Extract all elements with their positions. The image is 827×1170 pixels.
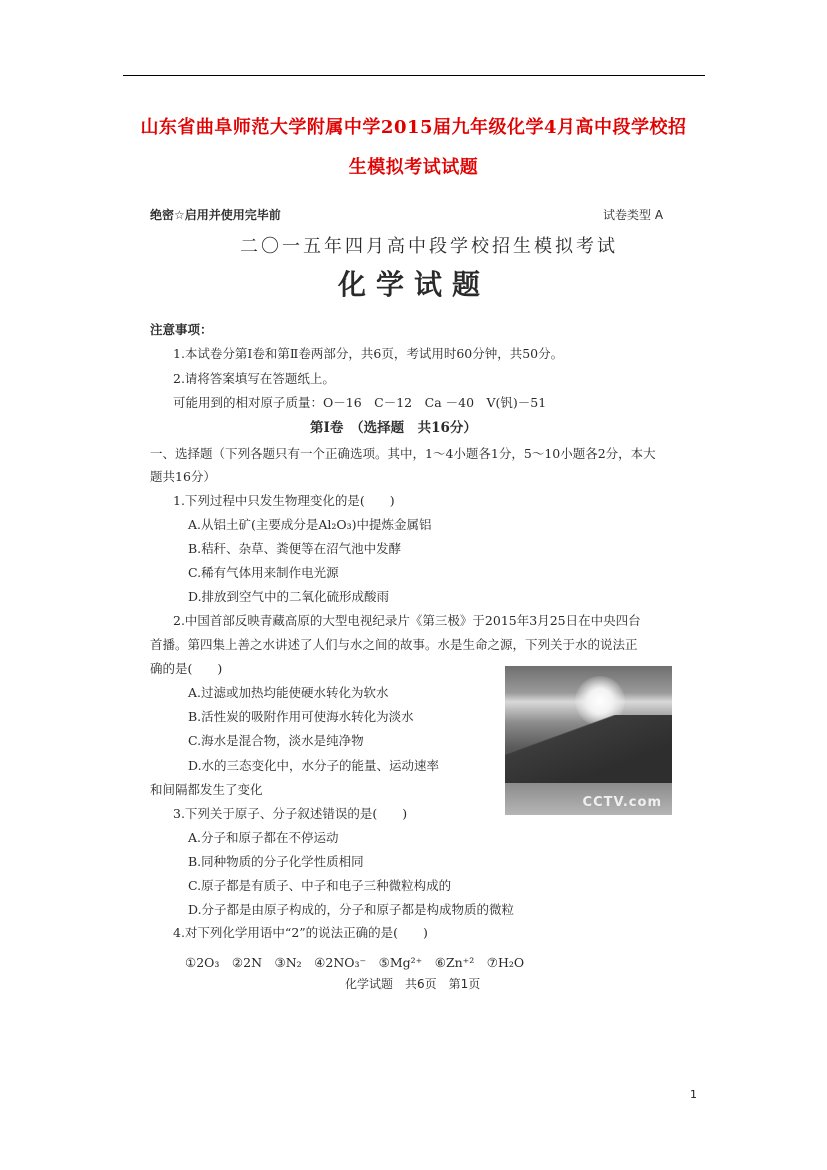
question-1-option-b: B.秸秆、杂草、粪便等在沼气池中发酵: [188, 541, 402, 556]
note-2: 2.请将答案填写在答题纸上。: [173, 371, 335, 386]
note-1: 1.本试卷分第Ⅰ卷和第Ⅱ卷两部分，共6页，考试用时60分钟，共50分。: [173, 346, 564, 361]
question-2-option-a: A.过滤或加热均能使硬水转化为软水: [188, 685, 389, 700]
question-2-option-d: D.水的三态变化中，水分子的能量、运动速率: [188, 758, 440, 773]
mountain-silhouette: [505, 715, 672, 785]
question-3-option-c: C.原子都是有质子、中子和电子三种微粒构成的: [188, 878, 452, 893]
question-2-cont: 首播。第四集上善之水讲述了人们与水之间的故事。水是生命之源，下列关于水的说法正: [150, 637, 638, 652]
exam-subtitle: 二〇一五年四月高中段学校招生模拟考试: [240, 236, 618, 257]
part1-heading-cont: 题共16分）: [150, 469, 216, 484]
question-3-option-b: B.同种物质的分子化学性质相同: [188, 854, 364, 869]
question-4-items: ①2O₃ ②2N ③N₂ ④2NO₃⁻ ⑤Mg²⁺ ⑥Zn⁺² ⑦H₂O: [185, 955, 525, 970]
question-2-option-b: B.活性炭的吸附作用可使海水转化为淡水: [188, 709, 414, 724]
question-4: 4.对下列化学用语中“2”的说法正确的是( ): [173, 925, 428, 940]
section-1-title: 第Ⅰ卷 （选择题 共16分）: [310, 420, 477, 436]
question-3-option-a: A.分子和原子都在不停运动: [188, 830, 339, 845]
question-3: 3.下列关于原子、分子叙述错误的是( ): [173, 806, 408, 821]
question-2-option-d-cont: 和间隔都发生了变化: [150, 782, 263, 797]
atomic-masses: 可能用到的相对原子质量：O－16 C－12 Ca －40 V(钒)－51: [173, 395, 547, 410]
question-1: 1.下列过程中只发生物理变化的是( ): [173, 493, 395, 508]
header-rule: [123, 75, 705, 76]
cctv-logo: CCTV.com: [582, 795, 662, 810]
question-1-option-c: C.稀有气体用来制作电光源: [188, 565, 339, 580]
page-number: 1: [690, 1088, 697, 1101]
secret-label: 绝密☆启用并使用完毕前: [150, 208, 281, 222]
notes-heading: 注意事项：: [150, 322, 213, 337]
question-2-cont-2: 确的是( ): [150, 661, 223, 676]
part1-heading: 一、选择题（下列各题只有一个正确选项。其中，1～4小题各1分，5～10小题各2分，本大: [150, 446, 656, 461]
document-title-line2: 生模拟考试试题: [348, 157, 479, 178]
question-2-option-c: C.海水是混合物，淡水是纯净物: [188, 733, 364, 748]
document-title-line1: 山东省曲阜师范大学附属中学2015届九年级化学4月高中段学校招: [140, 117, 687, 138]
question-3-option-d: D.分子都是由原子构成的，分子和原子都是构成物质的微粒: [188, 902, 515, 917]
scan-footer: 化学试题 共6页 第1页: [345, 977, 481, 991]
scanned-exam-page: [140, 195, 690, 995]
question-2: 2.中国首部反映青藏高原的大型电视纪录片《第三极》于2015年3月25日在中央四台: [173, 613, 641, 628]
exam-title: 化学试题: [338, 268, 491, 301]
tibet-landscape-photo: [505, 666, 672, 815]
question-1-option-d: D.排放到空气中的二氧化硫形成酸雨: [188, 589, 390, 604]
paper-type-label: 试卷类型 A: [603, 208, 664, 222]
question-1-option-a: A.从铝土矿(主要成分是Al₂O₃)中提炼金属铝: [188, 517, 432, 532]
